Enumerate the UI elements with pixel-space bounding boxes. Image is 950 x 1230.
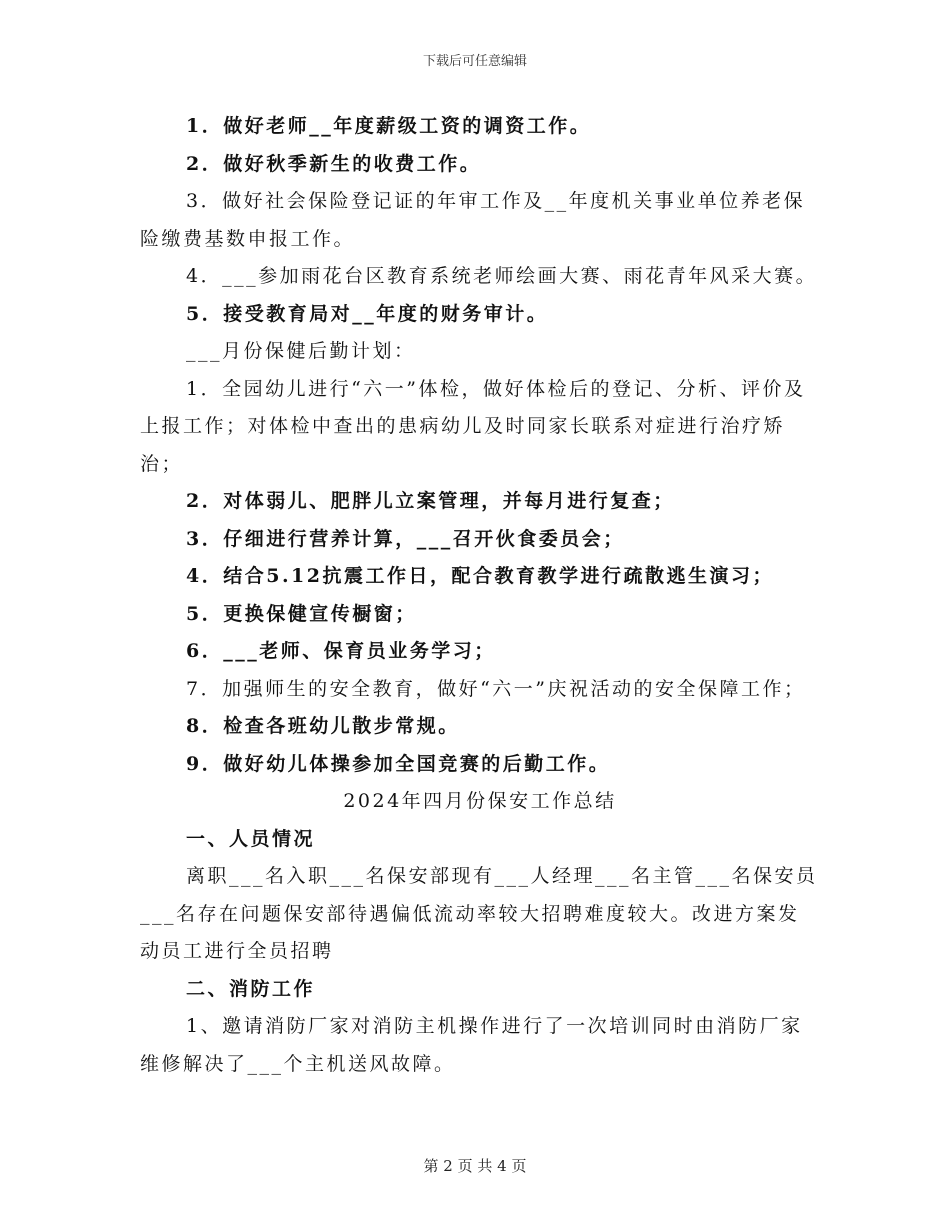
paragraph: 1、邀请消防厂家对消防主机操作进行了一次培训同时由消防厂家维修解决了___个主机送风故障。 — [140, 1015, 803, 1075]
section-heading: 一、人员情况 — [186, 827, 316, 850]
paragraph: ___月份保健后勤计划： — [186, 340, 416, 362]
paragraph: 离职___名入职___名保安部现有___人经理___名主管___名保安员___名存在问题保安部待遇偏低流动率较大招聘难度较大。改进方案发动员工进行全员招聘 — [140, 865, 818, 962]
paragraph: 6．___老师、保育员业务学习； — [186, 640, 496, 662]
page-number: 第 2 页 共 4 页 — [423, 1157, 527, 1175]
paragraph: 3．做好社会保险登记证的年审工作及__年度机关事业单位养老保险缴费基数申报工作。 — [140, 190, 806, 250]
paragraph: 2．对体弱儿、肥胖儿立案管理，并每月进行复查； — [186, 490, 675, 512]
section-heading: 二、消防工作 — [186, 977, 316, 1000]
section-title: 2024年四月份保安工作总结 — [343, 790, 617, 812]
document-body — [140, 108, 820, 1083]
paragraph: 9．做好幼儿体操参加全国竞赛的后勤工作。 — [186, 752, 611, 775]
paragraph: 5．接受教育局对__年度的财务审计。 — [186, 302, 549, 325]
paragraph: 5．更换保健宣传橱窗； — [186, 602, 417, 625]
paragraph: 4．___参加雨花台区教育系统老师绘画大赛、雨花青年风采大赛。 — [186, 265, 818, 287]
paragraph: 8．检查各班幼儿散步常规。 — [186, 715, 460, 737]
page-header: 下载后可任意编辑 — [422, 54, 527, 69]
paragraph: 4．结合5.12抗震工作日，配合教育教学进行疏散逃生演习； — [186, 565, 774, 587]
paragraph: 3．仔细进行营养计算，___召开伙食委员会； — [186, 527, 625, 550]
paragraph: 1．做好老师__年度薪级工资的调资工作。 — [186, 115, 592, 137]
paragraph: 2．做好秋季新生的收费工作。 — [186, 152, 482, 175]
paragraph: 7．加强师生的安全教育，做好“六一”庆祝活动的安全保障工作； — [186, 677, 806, 700]
paragraph: 1．全园幼儿进行“六一”体检，做好体检后的登记、分析、评价及上报工作；对体检中查出的患病幼儿及时同家长联系对症进行治疗矫治； — [140, 377, 806, 475]
